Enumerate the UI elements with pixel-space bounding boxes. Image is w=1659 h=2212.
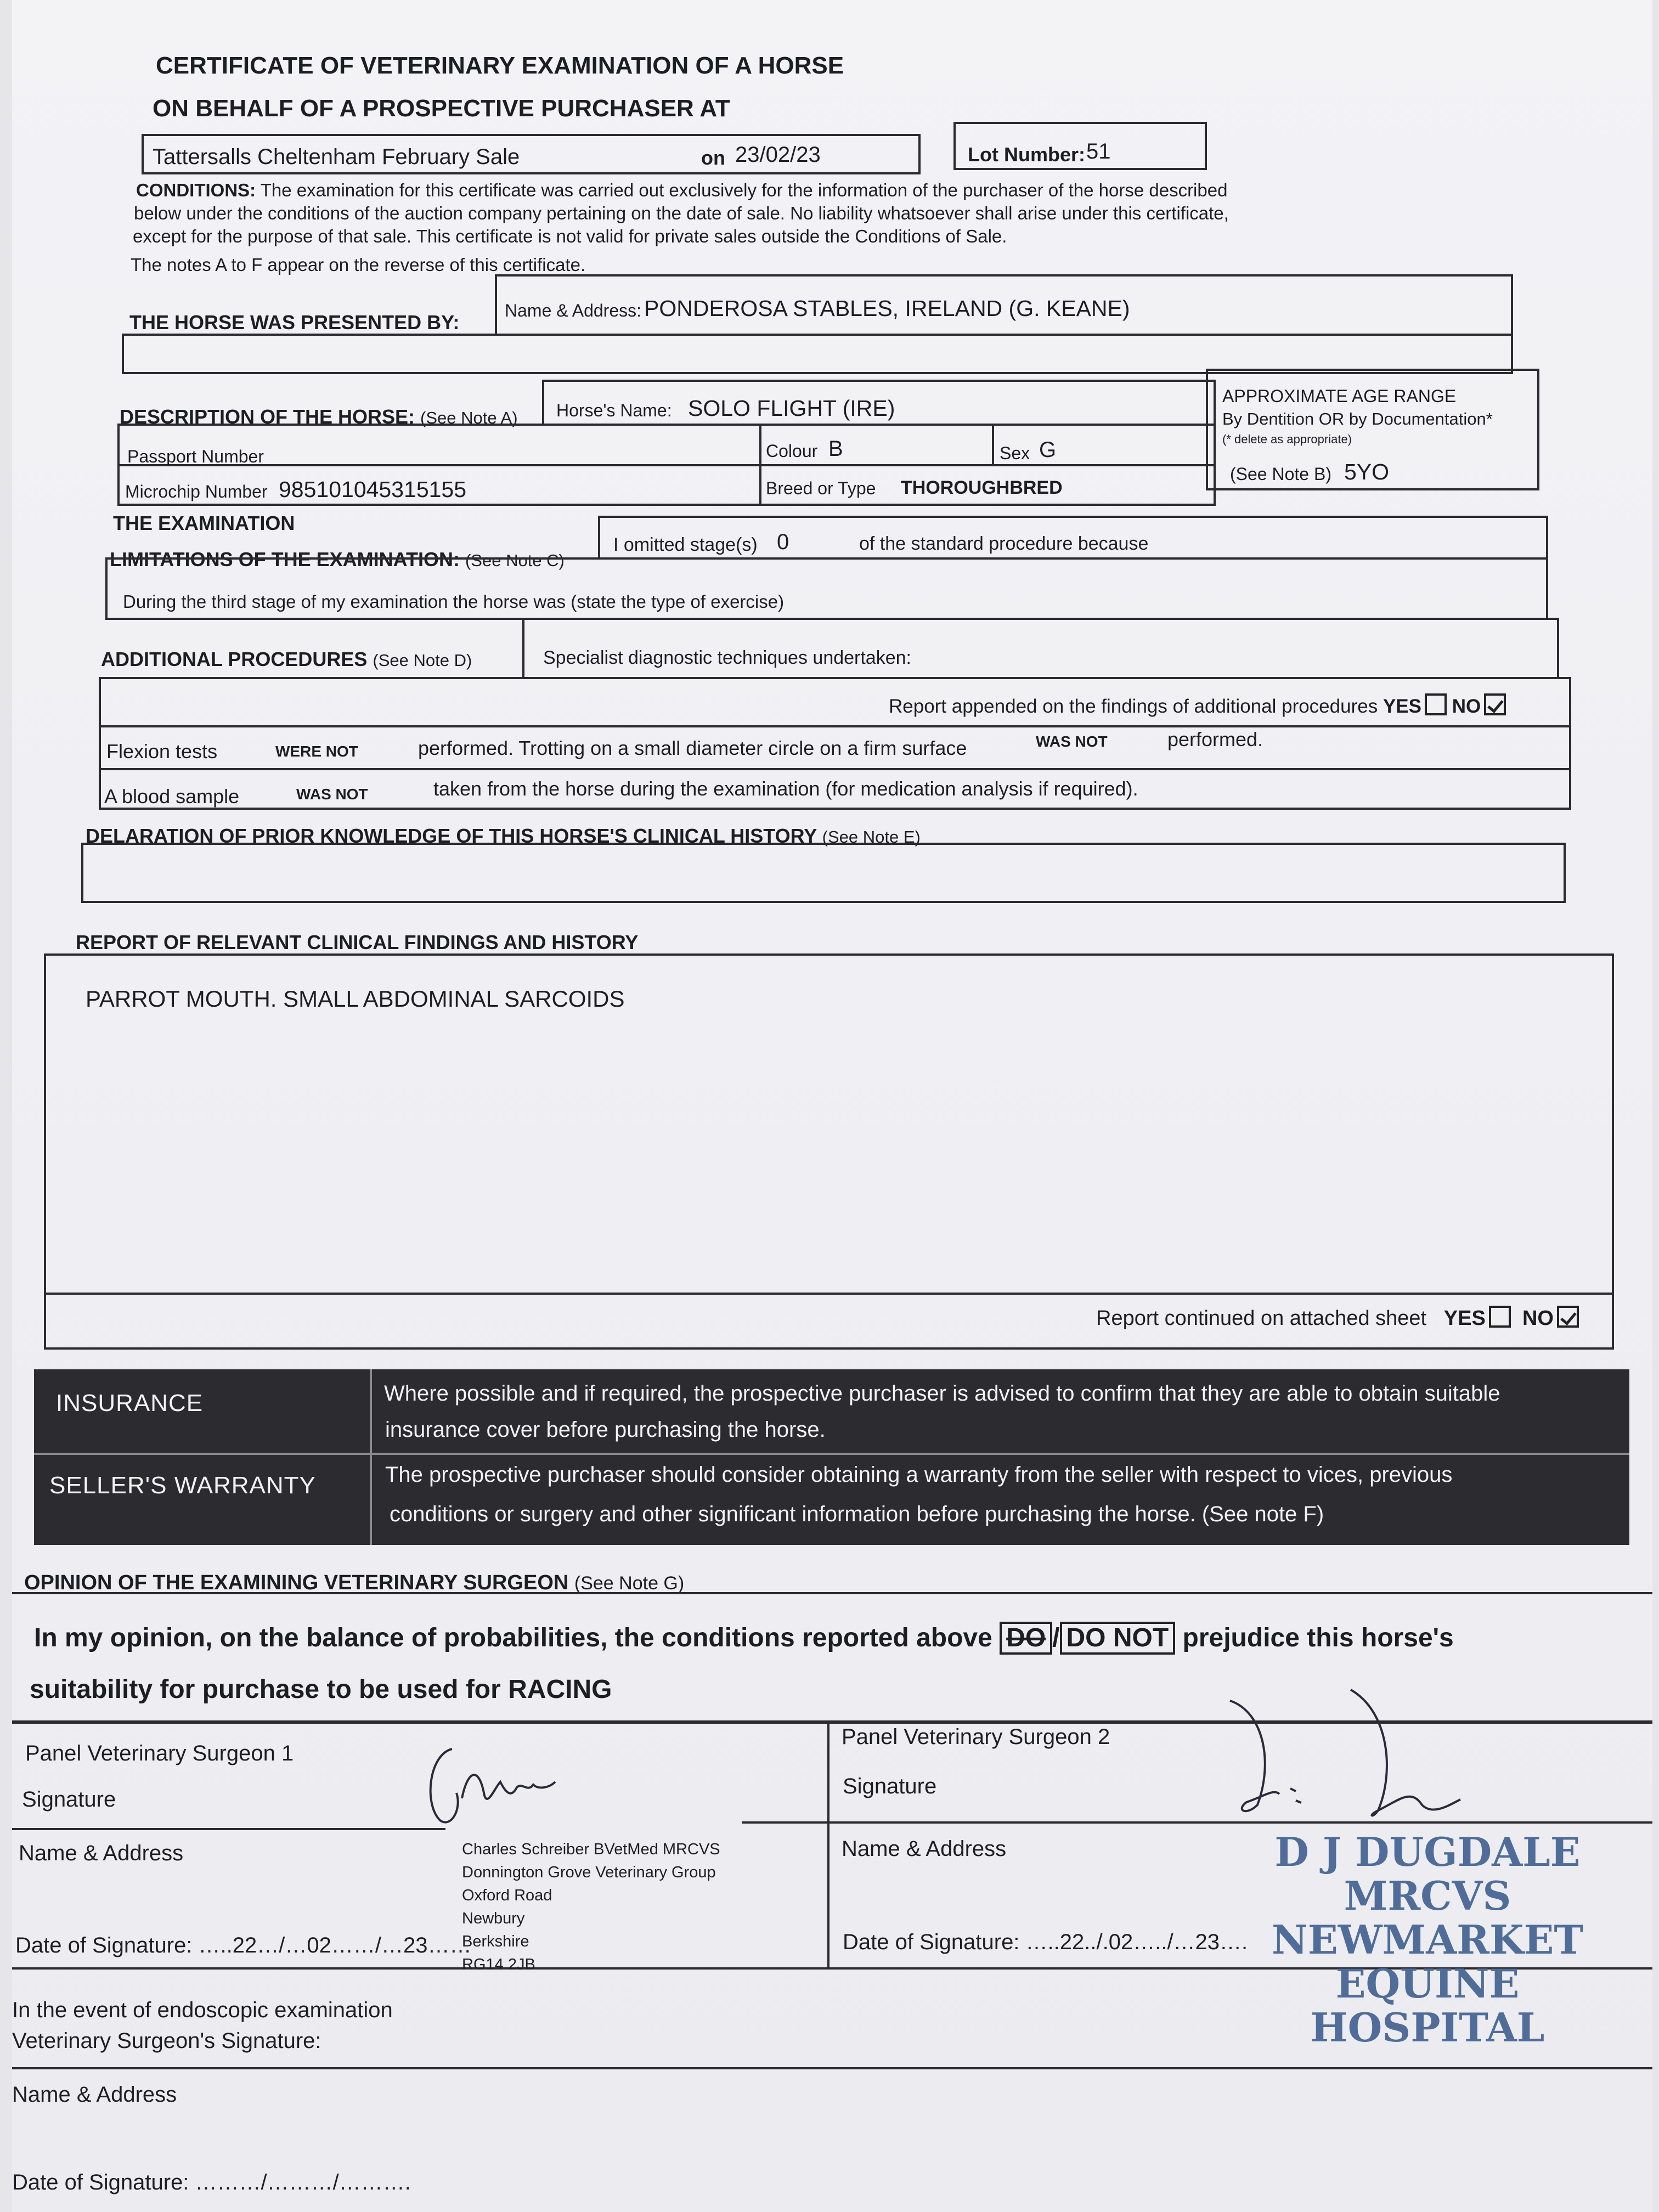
microchip-value: 985101045315155 <box>279 477 467 502</box>
report-box <box>44 953 1614 1350</box>
report-continued-yes-checkbox[interactable] <box>1489 1306 1511 1328</box>
surgeon1-signature-label: Signature <box>22 1787 116 1812</box>
insurance-warranty-band <box>34 1369 1629 1545</box>
specialist-field[interactable] <box>522 618 1559 679</box>
presented-label: THE HORSE WAS PRESENTED BY: <box>129 311 460 334</box>
warranty-line-1: The prospective purchaser should consider obtaining a warranty from the seller with respect to vices, previous <box>385 1463 1453 1487</box>
age-range-field[interactable] <box>1206 369 1539 490</box>
surgeon1-title: Panel Veterinary Surgeon 1 <box>25 1741 294 1765</box>
surgeon2-signature[interactable] <box>1214 1679 1466 1827</box>
lot-number-field[interactable] <box>953 122 1207 170</box>
trot-text: performed. Trotting on a small diameter circle on a firm surface <box>418 737 967 759</box>
report-continued-label: Report continued on attached sheet YES NO <box>1096 1306 1579 1329</box>
opinion-do-option[interactable]: DO <box>1000 1622 1052 1655</box>
trot-performed: performed. <box>1167 728 1263 751</box>
colour-value: B <box>828 437 843 461</box>
conditions-line-1: CONDITIONS: The examination for this certificate was carried out exclusively for the information of the purchaser of the horse described <box>136 180 1228 200</box>
opinion-line-2: suitability for purchase to be used for RACING <box>30 1675 612 1704</box>
warranty-line-2: conditions or surgery and other significant information before purchasing the horse. (See note F) <box>390 1502 1324 1526</box>
breed-value: THOROUGHBRED <box>901 477 1063 498</box>
presented-extra-line[interactable] <box>122 334 1513 374</box>
presented-value: PONDEROSA STABLES, IRELAND (G. KEANE) <box>644 296 1130 321</box>
endoscopic-line-2: Veterinary Surgeon's Signature: <box>12 2029 321 2053</box>
microchip-label: Microchip Number <box>125 482 268 501</box>
description-label: DESCRIPTION OF THE HORSE: (See Note A) <box>120 405 518 428</box>
age-note: (See Note B) <box>1230 464 1331 484</box>
horse-name-field[interactable] <box>542 380 1216 426</box>
conditions-lead: CONDITIONS: <box>136 180 256 200</box>
report-continued-no-checkbox[interactable] <box>1557 1306 1579 1328</box>
report-appended-yes-checkbox[interactable] <box>1425 693 1447 715</box>
surgeon1-date-value[interactable]: …..22…/…02……/…23…… <box>198 1933 472 1957</box>
certificate-sheet <box>12 0 1652 2212</box>
surgeon1-address: Charles Schreiber BVetMed MRCVS Donnington Grove Veterinary Group Oxford Road Newbury Berkshire RG14 2JB <box>462 1841 720 1973</box>
sale-name: Tattersalls Cheltenham February Sale <box>153 145 520 169</box>
additional-label: ADDITIONAL PROCEDURES (See Note D) <box>101 648 472 670</box>
endoscopic-date: Date of Signature: ………/………/………. <box>12 2170 411 2194</box>
opinion-line-1: In my opinion, on the balance of probabilities, the conditions reported above DO / DO NOT prejudice this horse's <box>34 1622 1454 1655</box>
omitted-value: 0 <box>777 530 789 554</box>
title-line-1: CERTIFICATE OF VETERINARY EXAMINATION OF A HORSE <box>156 52 844 79</box>
colour-label: Colour <box>766 441 818 461</box>
blood-text: taken from the horse during the examination (for medication analysis if required). <box>433 777 1138 800</box>
insurance-line-1: Where possible and if required, the prospective purchaser is advised to confirm that they are able to obtain suitable <box>384 1381 1500 1406</box>
lot-label: Lot Number: <box>968 143 1085 166</box>
blood-label: A blood sample <box>104 785 240 808</box>
surgeon2-stamp: D J DUGDALE MRCVS NEWMARKET EQUINE HOSPITAL <box>1272 1829 1583 2051</box>
third-stage-field[interactable] <box>105 557 1548 620</box>
report-appended-label: Report appended on the findings of additional procedures YES NO <box>889 693 1506 716</box>
third-stage-label: During the third stage of my examination the horse was (state the type of exercise) <box>123 591 785 612</box>
age-method: By Dentition OR by Documentation* <box>1222 409 1493 428</box>
horse-name-label: Horse's Name: <box>556 400 672 420</box>
surgeon2-title: Panel Veterinary Surgeon 2 <box>842 1725 1110 1749</box>
endoscopic-line-1: In the event of endoscopic examination <box>12 1998 393 2022</box>
surgeon1-signature[interactable] <box>418 1738 561 1831</box>
age-title: APPROXIMATE AGE RANGE <box>1222 386 1457 406</box>
breed-label: Breed or Type <box>766 478 876 498</box>
blood-value: WAS NOT <box>296 786 368 803</box>
opinion-do-not-option[interactable]: DO NOT <box>1060 1622 1176 1655</box>
report-findings[interactable]: PARROT MOUTH. SMALL ABDOMINAL SARCOIDS <box>86 986 625 1012</box>
age-value: 5YO <box>1344 459 1390 484</box>
age-delete-note: (* delete as appropriate) <box>1222 432 1352 446</box>
surgeon2-date: Date of Signature: …..22../.02…../…23…. <box>843 1930 1248 1954</box>
examination-heading: THE EXAMINATION <box>113 512 295 534</box>
surgeon2-signature-label: Signature <box>843 1774 937 1798</box>
sale-date: 23/02/23 <box>735 143 821 167</box>
presented-field[interactable] <box>495 274 1513 336</box>
surgeon1-name-label: Name & Address <box>19 1841 184 1865</box>
warranty-label: SELLER'S WARRANTY <box>49 1472 316 1499</box>
endoscopic-name-label: Name & Address <box>12 2083 177 2107</box>
surgeon2-name-label: Name & Address <box>842 1837 1007 1861</box>
flexion-value: WERE NOT <box>275 743 358 760</box>
presented-name-label: Name & Address: <box>505 301 641 320</box>
omitted-label: I omitted stage(s) <box>613 534 758 555</box>
endoscopic-date-value[interactable]: ………/………/………. <box>195 2170 411 2194</box>
description-grid <box>117 424 1216 506</box>
lot-number: 51 <box>1086 139 1111 163</box>
conditions-line-4: The notes A to F appear on the reverse of this certificate. <box>131 255 586 275</box>
specialist-label: Specialist diagnostic techniques undertaken: <box>543 647 911 668</box>
horse-name: SOLO FLIGHT (IRE) <box>688 396 895 421</box>
insurance-line-2: insurance cover before purchasing the horse. <box>385 1418 826 1442</box>
passport-label: Passport Number <box>127 447 264 466</box>
title-line-2: ON BEHALF OF A PROSPECTIVE PURCHASER AT <box>153 95 730 122</box>
conditions-line-3: except for the purpose of that sale. This certificate is not valid for private sales outside the Conditions of Sale. <box>133 226 1007 246</box>
surgeon2-date-value[interactable]: …..22../.02…../…23…. <box>1025 1930 1248 1954</box>
flexion-label: Flexion tests <box>106 740 218 763</box>
sex-value: G <box>1039 438 1057 462</box>
declaration-label: DELARATION OF PRIOR KNOWLEDGE OF THIS HORSE'S CLINICAL HISTORY (See Note E) <box>86 825 921 847</box>
sale-field[interactable] <box>142 134 921 174</box>
conditions-line-2: below under the conditions of the auction company pertaining on the date of sale. No liability whatsoever shall arise under this certificate, <box>134 203 1229 223</box>
opinion-label: OPINION OF THE EXAMINING VETERINARY SURGEON (See Note G) <box>24 1571 685 1594</box>
sex-label: Sex <box>1000 443 1030 463</box>
surgeon1-date: Date of Signature: …..22…/…02……/…23…… <box>15 1933 472 1957</box>
omitted-stages-field[interactable] <box>598 516 1548 560</box>
trot-value: WAS NOT <box>1036 733 1108 750</box>
report-label: REPORT OF RELEVANT CLINICAL FINDINGS AND HISTORY <box>76 931 639 953</box>
omitted-suffix: of the standard procedure because <box>859 533 1149 554</box>
insurance-label: INSURANCE <box>56 1390 204 1417</box>
sale-on-label: on <box>701 146 725 169</box>
limitations-label: LIMITATIONS OF THE EXAMINATION: (See Note C) <box>110 548 565 571</box>
declaration-field[interactable] <box>81 843 1566 903</box>
additional-procedures-grid <box>99 677 1571 810</box>
report-appended-no-checkbox[interactable] <box>1484 693 1506 715</box>
